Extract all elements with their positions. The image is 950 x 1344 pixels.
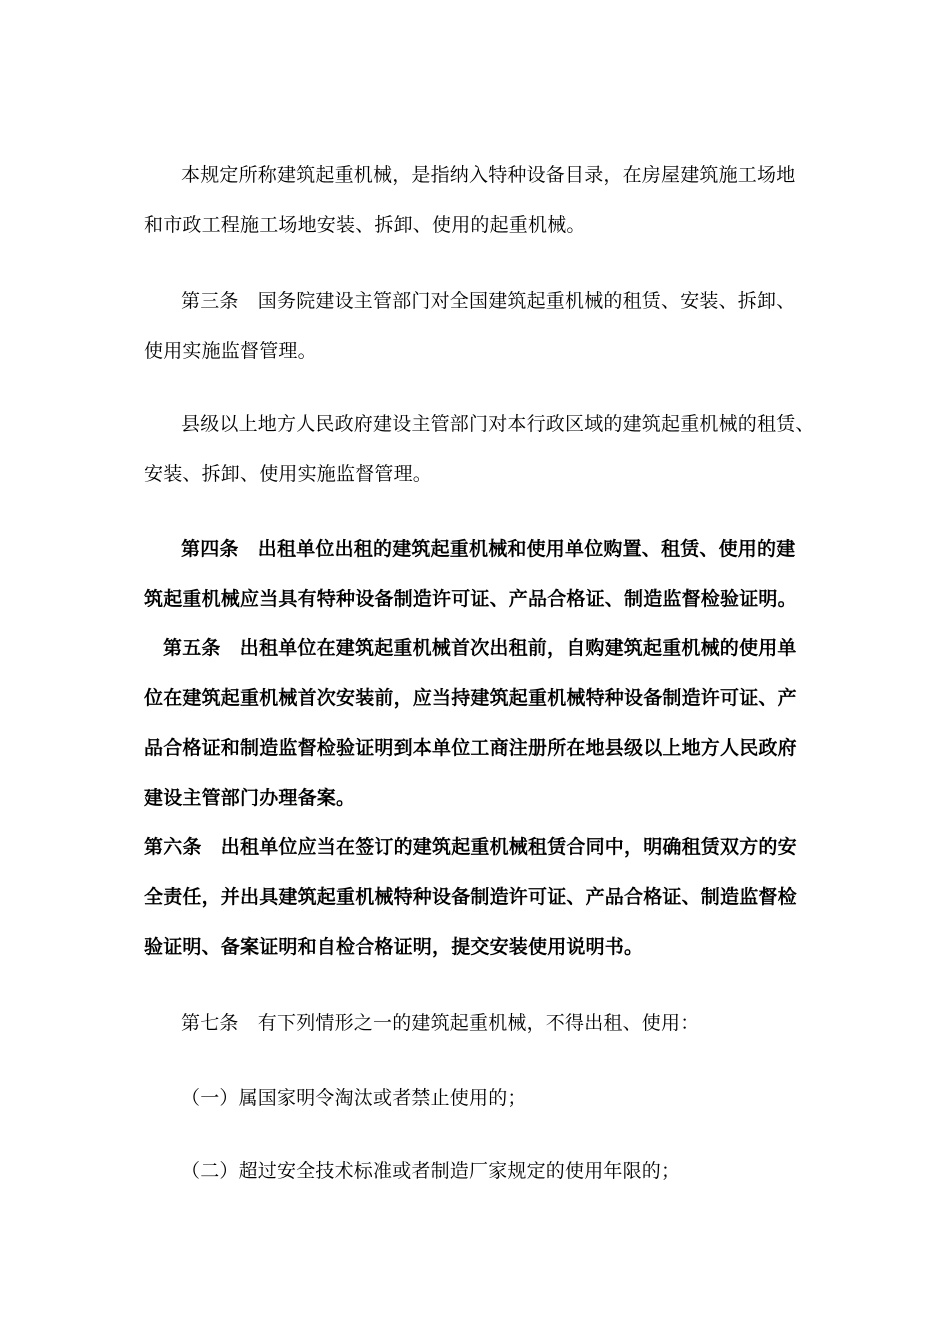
paragraph-definition-line-2: 和市政工程施工场地安装、拆卸、使用的起重机械。 — [144, 214, 586, 236]
article-4-line-1: 第四条 出租单位出租的建筑起重机械和使用单位购置、租赁、使用的建 — [181, 538, 796, 560]
article-6-line-2: 全责任，并出具建筑起重机械特种设备制造许可证、产品合格证、制造监督检 — [144, 886, 797, 908]
list-item-1: （一）属国家明令淘汰或者禁止使用的； — [181, 1087, 527, 1109]
article-5-line-2: 位在建筑起重机械首次安装前，应当持建筑起重机械特种设备制造许可证、产 — [144, 687, 797, 709]
article-3-line-1: 第三条 国务院建设主管部门对全国建筑起重机械的租赁、安装、拆卸、 — [181, 290, 796, 312]
county-supervision-line-2: 安装、拆卸、使用实施监督管理。 — [144, 463, 433, 485]
article-5-line-1: 第五条 出租单位在建筑起重机械首次出租前，自购建筑起重机械的使用单 — [163, 637, 797, 659]
paragraph-definition-line-1: 本规定所称建筑起重机械，是指纳入特种设备目录，在房屋建筑施工场地 — [181, 164, 796, 186]
article-6-line-1: 第六条 出租单位应当在签订的建筑起重机械租赁合同中，明确租赁双方的安 — [144, 836, 797, 858]
article-7-line-1: 第七条 有下列情形之一的建筑起重机械，不得出租、使用： — [181, 1012, 700, 1034]
article-5-line-3: 品合格证和制造监督检验证明到本单位工商注册所在地县级以上地方人民政府 — [144, 737, 797, 759]
list-item-2: （二）超过安全技术标准或者制造厂家规定的使用年限的； — [181, 1160, 681, 1182]
article-5-line-4: 建设主管部门办理备案。 — [144, 787, 356, 809]
article-6-line-3: 验证明、备案证明和自检合格证明，提交安装使用说明书。 — [144, 936, 644, 958]
article-3-line-2: 使用实施监督管理。 — [144, 340, 317, 362]
county-supervision-line-1: 县级以上地方人民政府建设主管部门对本行政区域的建筑起重机械的租赁、 — [181, 413, 815, 435]
article-4-line-2: 筑起重机械应当具有特种设备制造许可证、产品合格证、制造监督检验证明。 — [144, 588, 797, 610]
